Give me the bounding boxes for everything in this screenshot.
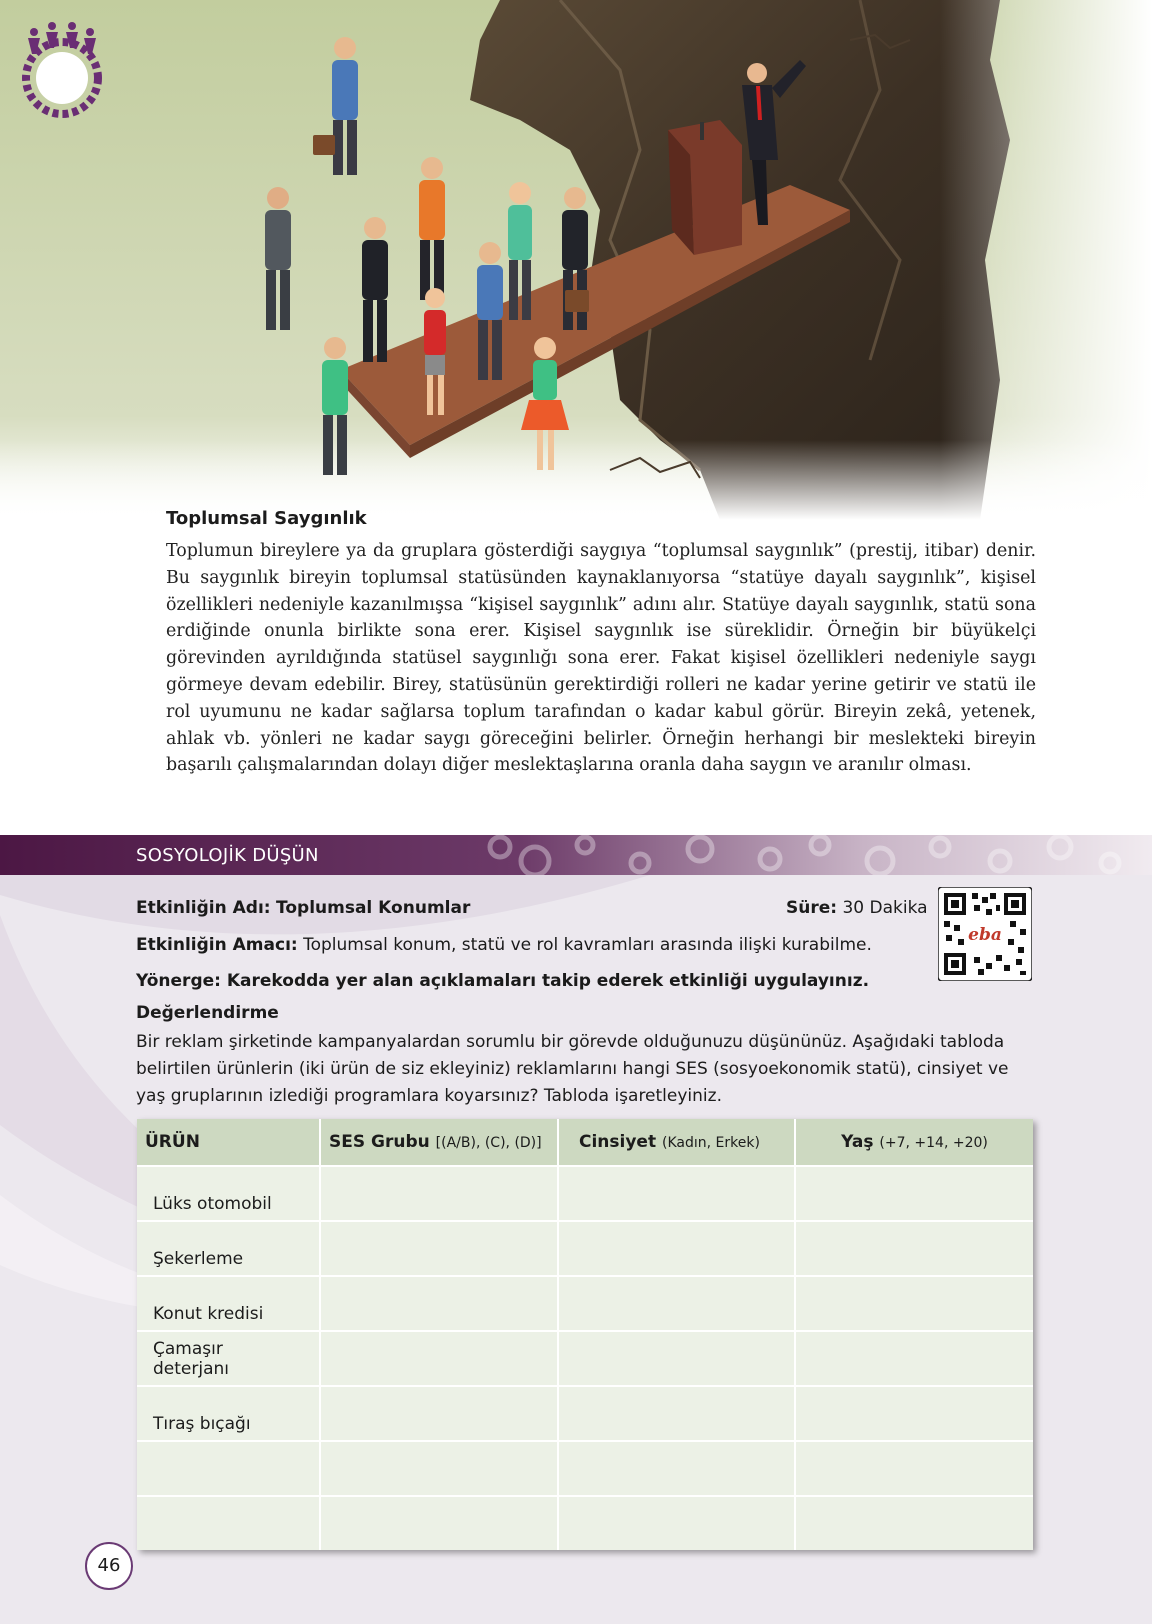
- gender-cell[interactable]: [558, 1276, 795, 1331]
- gender-cell[interactable]: [558, 1496, 795, 1550]
- section-paragraph: Toplumun bireylere ya da gruplara gösterdiği saygıya “toplumsal saygınlık” (prestij, itibar) denir. Bu saygınlık bireyin toplumsal statüsünden kaynaklanıyorsa “statüye dayalı saygınlık”, kişisel özellikleri nedeniyle kazanılmışsa “kişisel saygınlık” adını alır. Statüye dayalı saygınlık, statü sona erdiğinde onunla birlikte sona erer. Kişisel saygınlık ise süreklidir. Örneğin bir büyükelçi görevinden ayrıldığında statüsel saygınlığı sona erer. Fakat kişisel özellikleri nedeniyle saygı görmeye devam edebilir. Birey, statüsünün gerektirdiği rolleri ne kadar yerine getirir ve statü ile rol uyumunu ne kadar sağlarsa toplum tarafından o kadar kabul görür. Bireyin zekâ, yetenek, ahlak vb. yönleri ne kadar saygı göreceğini belirler. Örneğin herhangi bir meslekteki bireyin başarılı çalışmalarından dolayı diğer meslektaşlarına oranla daha saygın ve aranılır olması.: [166, 541, 1036, 776]
- activity-name-label: Etkinliğin Adı:: [136, 898, 271, 918]
- product-cell: Şekerleme: [137, 1221, 320, 1276]
- aim-value: Toplumsal konum, statü ve rol kavramları arasında ilişki kurabilme.: [303, 935, 872, 955]
- gender-cell[interactable]: [558, 1166, 795, 1221]
- product-cell: Konut kredisi: [137, 1276, 320, 1331]
- ses-cell[interactable]: [320, 1166, 558, 1221]
- assessment-text: Bir reklam şirketinde kampanyalardan sorumlu bir görevde olduğunuzu düşününüz. Aşağıdaki tabloda belirtilen ürünlerin (iki ürün de siz ekleyiniz) reklamlarını hangi SES (sosyoekonomik statü), cinsiyet ve yaş gruplarının izlediği programlara koyarsınız? Tabloda işaretleyiniz.: [136, 1032, 1009, 1106]
- illustration-social-prestige: [0, 0, 1152, 520]
- header-gender-label: Cinsiyet: [579, 1132, 657, 1152]
- ses-cell[interactable]: [320, 1276, 558, 1331]
- product-cell-blank[interactable]: [137, 1441, 320, 1496]
- table-row: [137, 1441, 1033, 1496]
- ses-cell[interactable]: [320, 1496, 558, 1550]
- assessment-title: Değerlendirme: [136, 1003, 279, 1023]
- header-product-label: ÜRÜN: [145, 1132, 200, 1152]
- table-row: [137, 1496, 1033, 1550]
- qr-badge: eba: [968, 925, 1002, 945]
- gender-cell[interactable]: [558, 1441, 795, 1496]
- header-ses-options: [(A/B), (C), (D)]: [435, 1135, 542, 1151]
- activity-instruction: Yönerge: Karekodda yer alan açıklamaları takip ederek etkinliği uygulayınız.: [136, 971, 870, 991]
- table-row: [137, 1221, 1033, 1276]
- gender-cell[interactable]: [558, 1386, 795, 1441]
- age-cell[interactable]: [795, 1386, 1033, 1441]
- age-cell[interactable]: [795, 1331, 1033, 1386]
- banner-label: SOSYOLOJİK DÜŞÜN: [136, 845, 319, 866]
- table-row: [137, 1331, 1033, 1386]
- activity-name-value: Toplumsal Konumlar: [276, 898, 471, 918]
- header-product: [137, 1119, 320, 1166]
- product-table: [137, 1119, 1033, 1550]
- activity-aim: [136, 935, 872, 955]
- ses-cell[interactable]: [320, 1331, 558, 1386]
- gender-cell[interactable]: [558, 1331, 795, 1386]
- ses-cell[interactable]: [320, 1386, 558, 1441]
- page-number: 46: [85, 1542, 133, 1590]
- section-title: Toplumsal Saygınlık: [166, 508, 367, 529]
- duration-value: 30 Dakika: [842, 898, 928, 918]
- activity-duration: [786, 898, 928, 918]
- product-cell-blank[interactable]: [137, 1496, 320, 1550]
- people-gear-logo: [14, 14, 110, 126]
- product-cell: Lüks otomobil: [137, 1166, 320, 1221]
- age-cell[interactable]: [795, 1441, 1033, 1496]
- activity-name: [136, 898, 470, 918]
- duration-label: Süre:: [786, 898, 838, 918]
- gender-cell[interactable]: [558, 1221, 795, 1276]
- age-cell[interactable]: [795, 1166, 1033, 1221]
- age-cell[interactable]: [795, 1276, 1033, 1331]
- header-ses-label: SES Grubu: [329, 1132, 430, 1152]
- header-age: [795, 1119, 1033, 1166]
- header-age-options: (+7, +14, +20): [879, 1135, 988, 1151]
- header-gender: [558, 1119, 795, 1166]
- qr-code[interactable]: [938, 887, 1032, 981]
- table-header-row: [137, 1119, 1033, 1166]
- aim-label: Etkinliğin Amacı:: [136, 935, 298, 955]
- header-age-label: Yaş: [841, 1132, 874, 1152]
- header-gender-options: (Kadın, Erkek): [662, 1135, 760, 1151]
- age-cell[interactable]: [795, 1496, 1033, 1550]
- header-ses: [320, 1119, 558, 1166]
- product-cell: Tıraş bıçağı: [137, 1386, 320, 1441]
- table-row: [137, 1386, 1033, 1441]
- ses-cell[interactable]: [320, 1221, 558, 1276]
- table-row: [137, 1166, 1033, 1221]
- table-row: [137, 1276, 1033, 1331]
- ses-cell[interactable]: [320, 1441, 558, 1496]
- age-cell[interactable]: [795, 1221, 1033, 1276]
- product-cell: Çamaşır deterjanı: [137, 1331, 320, 1386]
